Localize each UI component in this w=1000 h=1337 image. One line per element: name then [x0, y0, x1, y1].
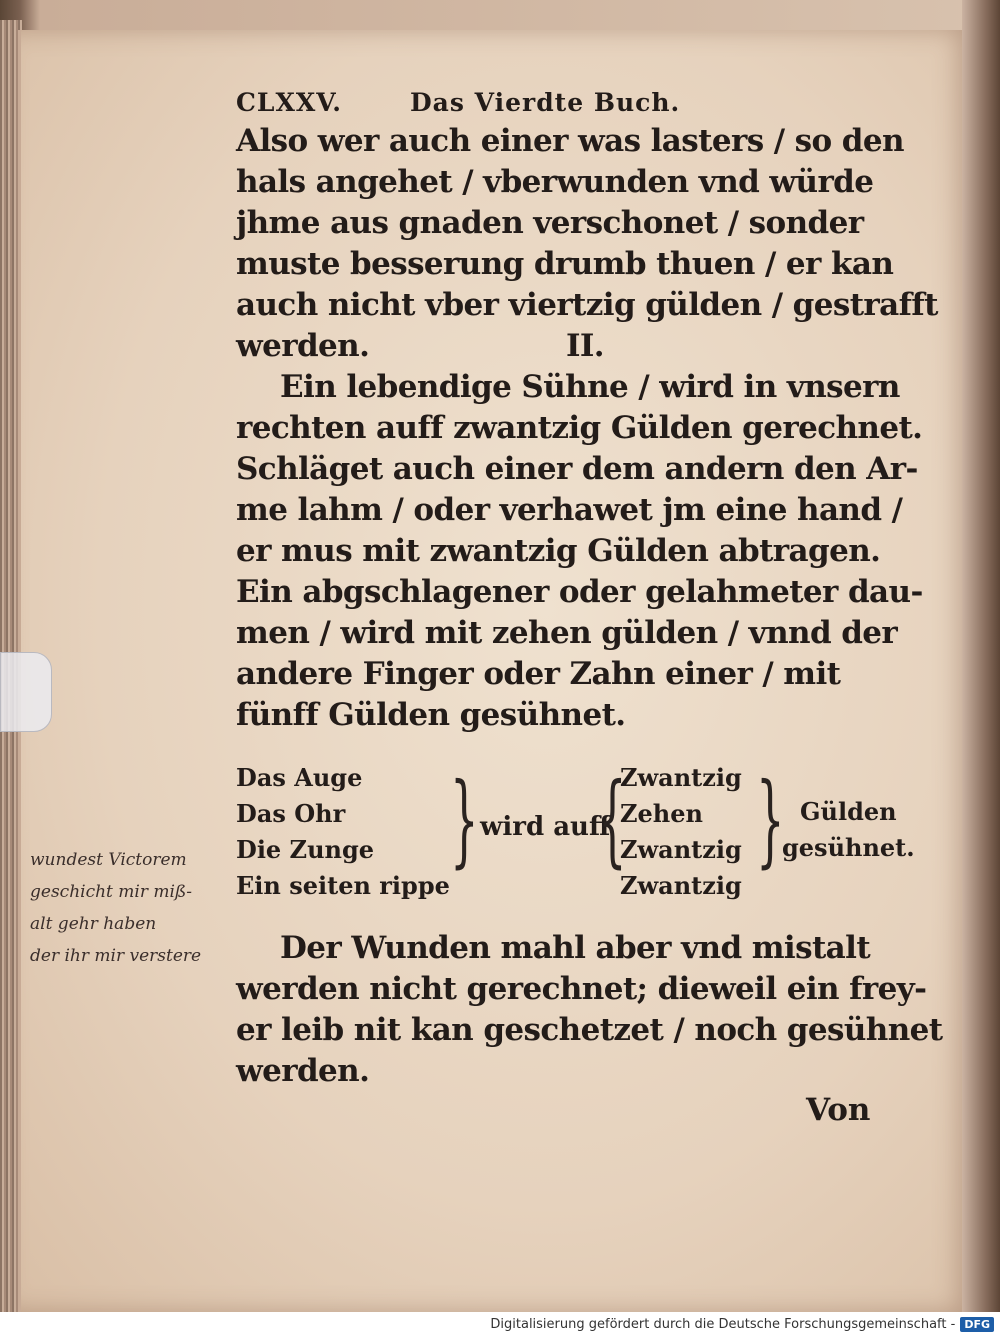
text-line: Also wer auch einer was lasters / so den	[236, 123, 904, 159]
text-line-with-section	[236, 326, 904, 367]
text-line: me lahm / oder verhawet jm eine hand /	[236, 492, 903, 528]
text-line: Der Wunden mahl aber vnd mistalt	[280, 930, 871, 966]
main-text	[236, 88, 938, 736]
text-line: Ein abgschlagener oder gelahmeter dau-	[236, 574, 923, 610]
page-header	[236, 88, 904, 117]
marginal-note-line: wundest Victorem	[30, 850, 187, 870]
page-clip	[0, 652, 52, 732]
text-line: werden nicht gerechnet; dieweil ein frey-	[236, 971, 927, 1007]
text-line: auch nicht vber viertzig gülden / gestrafft	[236, 287, 938, 323]
body-parts-column	[236, 760, 450, 904]
paragraph-2	[236, 367, 923, 736]
handwritten-marginalia	[30, 844, 240, 972]
catchword: Von	[806, 1092, 871, 1128]
paragraph-3	[236, 928, 943, 1092]
text-line: hals angehet / vberwunden vnd würde	[236, 164, 874, 200]
marginal-note-line: alt gehr haben	[30, 914, 157, 934]
left-brace: {	[598, 761, 627, 878]
footer-bar	[0, 1312, 1000, 1337]
body-part: Das Auge	[236, 763, 363, 792]
compensation-table	[236, 760, 915, 920]
body-part: Die Zunge	[236, 835, 375, 864]
text-line: er leib nit kan geschetzet / noch gesühnet	[236, 1012, 943, 1048]
text-line: fünff Gülden gesühnet.	[236, 697, 626, 733]
connector-text: wird auff	[480, 812, 611, 842]
binding-edge	[962, 0, 1000, 1312]
paragraph-1	[236, 121, 938, 367]
marginal-note-line: der ihr mir verstere	[30, 946, 202, 966]
text-line: rechten auff zwantzig Gülden gerechnet.	[236, 410, 923, 446]
result-column	[782, 794, 915, 866]
text-line: Ein lebendige Sühne / wird in vnsern	[280, 369, 900, 405]
folio-number: CLXXV.	[236, 88, 342, 117]
result-line-1: Gülden	[800, 797, 897, 826]
body-part: Ein seiten rippe	[236, 871, 450, 900]
text-line: werden.	[236, 328, 370, 364]
text-line: Schläget auch einer dem andern den Ar-	[236, 451, 918, 487]
text-line: muste besserung drumb thuen / er kan	[236, 246, 894, 282]
dfg-logo[interactable]: DFG	[960, 1317, 994, 1332]
amount: Zwantzig	[620, 763, 742, 792]
result-line-2: gesühnet.	[782, 833, 915, 862]
footer-credit: Digitalisierung gefördert durch die Deutsche Forschungsgemeinschaft -	[490, 1317, 956, 1332]
running-title: Das Vierdte Buch.	[410, 88, 681, 117]
amounts-column	[620, 760, 742, 904]
body-part: Das Ohr	[236, 799, 346, 828]
amount: Zwantzig	[620, 835, 742, 864]
section-number: II.	[566, 328, 604, 364]
text-line: er mus mit zwantzig Gülden abtragen.	[236, 533, 881, 569]
amount: Zehen	[620, 799, 703, 828]
right-brace-2: }	[756, 761, 785, 878]
text-line: jhme aus gnaden verschonet / sonder	[236, 205, 864, 241]
amount: Zwantzig	[620, 871, 742, 900]
text-line: werden.	[236, 1053, 370, 1089]
text-line: andere Finger oder Zahn einer / mit	[236, 656, 841, 692]
right-brace: }	[450, 761, 479, 878]
marginal-note-line: geschicht mir miß-	[30, 882, 193, 902]
text-line: men / wird mit zehen gülden / vnnd der	[236, 615, 898, 651]
